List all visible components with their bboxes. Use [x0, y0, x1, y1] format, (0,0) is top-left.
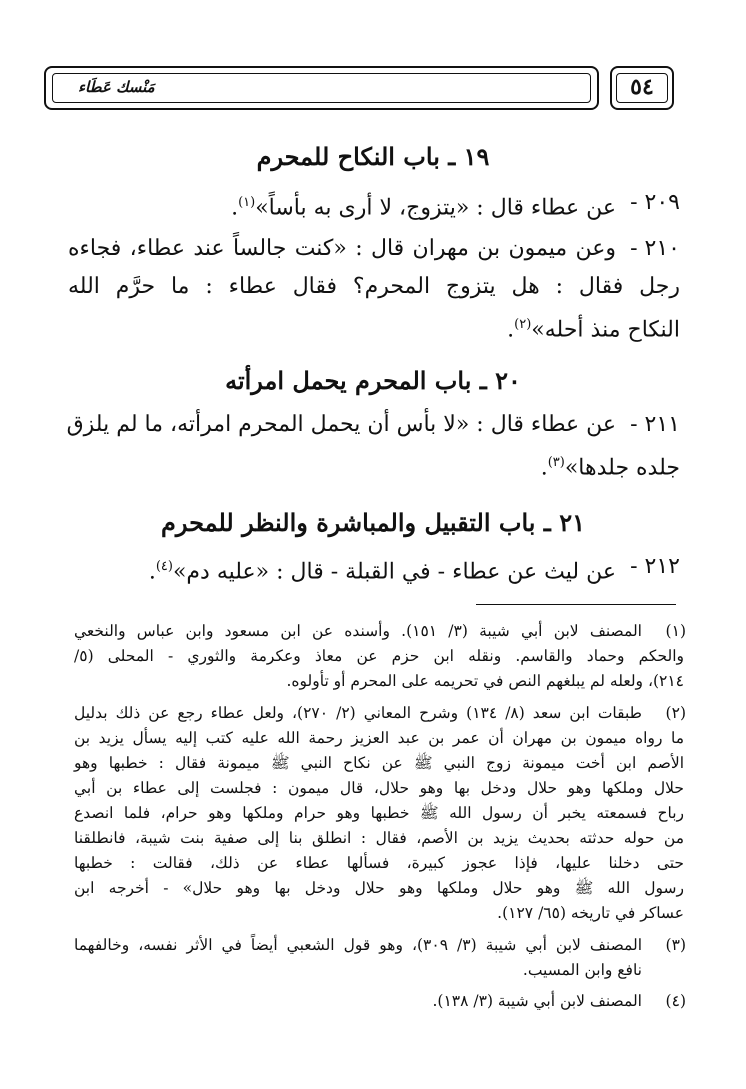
running-title: مَنْسك عَطَاء [78, 78, 155, 96]
footnote-line: الأصم ابن أخت ميمونة زوج النبي ﷺ عن نكاح النبي ﷺ ميمونة فقال : خطبها وهو [74, 754, 684, 772]
footnote-line: رسول الله ﷺ وهو حلال وملكها وهو حلال ودخل بها وهو حلال» - أخرجه ابن [74, 879, 684, 897]
footnote-line: حلال وملكها وهو حلال ودخل بها وهو حلال، قال ميمون : فجلست إلى عطاء بن أبي [74, 779, 684, 797]
footnote-ref: (١) [238, 195, 256, 210]
entry-text: وعن ميمون بن مهران قال : «كنت جالساً عند عطاء، فجاءه [68, 236, 616, 261]
footnote-ref: (٤) [155, 559, 173, 574]
footnote-line: من حوله حدثته بحديث يزيد بن الأصم، فقال : انطلق بنا إلى صفية بنت شيبة، فانطلقنا [74, 829, 684, 847]
section-heading: ٢٠ ـ باب المحرم يحمل امرأته [225, 366, 521, 395]
entry-number: ٢١١ - [630, 412, 680, 437]
footnote-line: والحكم وحماد والقاسم. ونقله ابن حزم عن معاذ وعكرمة والثوري - المحلى (٥/ [74, 647, 684, 665]
page-number-box [610, 66, 674, 110]
entry-number: ٢٠٩ - [630, 190, 680, 215]
footnote-mark: (٤) [665, 992, 686, 1010]
footnote-mark: (٣) [665, 936, 686, 954]
footnote-ref: (٣) [547, 455, 565, 470]
footnote-line: المصنف لابن أبي شيبة (٣/ ٣٠٩)، وهو قول الشعبي أيضاً في الأثر نفسه، وخالفهما [74, 936, 643, 954]
footnote-line: رباح فسمعته يخبر أن رسول الله ﷺ خطبها وهو حرام وملكها وهو حرام، فلما انصدع [74, 804, 684, 822]
page-header [44, 66, 674, 112]
footnote-line: ٢١٤)، ولعله لم يبلغهم النص في تحريمه على المحرم أو تأولوه. [286, 672, 684, 690]
footnote-line: طبقات ابن سعد (٨/ ١٣٤) وشرح المعاني (٢/ ٢٧٠)، ولعل عطاء رجع عن ذلك بدليل [74, 704, 642, 722]
running-title-frame [44, 66, 599, 110]
footnote-separator [476, 604, 676, 605]
entry-text: النكاح منذ أحله»$^{(٢)}$. [507, 317, 680, 343]
section-heading: ٢١ ـ باب التقبيل والمباشرة والنظر للمحرم [161, 508, 585, 537]
footnote-line: المصنف لابن أبي شيبة (٣/ ١٣٨). [432, 992, 642, 1010]
footnote-line: نافع وابن المسيب. [522, 961, 642, 979]
entry-number: ٢١٢ - [630, 554, 680, 579]
page-number: ٥٤ [630, 74, 654, 100]
footnote-line: المصنف لابن أبي شيبة (٣/ ١٥١). وأسنده عن ابن مسعود وابن عباس والنخعي [74, 622, 642, 640]
footnote-line: ما رواه ميمون بن مهران أن عمر بن عبد العزيز رحمة الله عليه كتب إليه يسأل يزيد بن [74, 729, 684, 747]
footnote-line: حتى دخلنا عليها، فإذا عجوز كبيرة، فسألها عطاء عن ذلك، فقالت : خطبها [74, 854, 684, 872]
entry-text: عن عطاء قال : «لا بأس أن يحمل المحرم امرأته، ما لم يلزق [66, 412, 616, 437]
footnote-line: عساكر في تاريخه (٦٥/ ١٢٧). [497, 904, 684, 922]
entry-text: رجل فقال : هل يتزوج المحرم؟ فقال عطاء : ما حرَّم الله [68, 274, 680, 299]
section-heading: ١٩ ـ باب النكاح للمحرم [256, 142, 490, 171]
footnote-ref: (٢) [514, 317, 532, 332]
footnote-mark: (١) [665, 622, 686, 640]
entry-text: عن ليث عن عطاء - في القبلة - قال : «عليه دم»$^{(٤)}$. [148, 559, 616, 585]
entry-text: عن عطاء قال : «يتزوج، لا أرى به بأساً»$^{(١)}$. [231, 195, 616, 221]
entry-number: ٢١٠ - [630, 236, 680, 261]
entry-text: جلده جلدها»$^{(٣)}$. [540, 455, 680, 481]
footnote-mark: (٢) [665, 704, 686, 722]
